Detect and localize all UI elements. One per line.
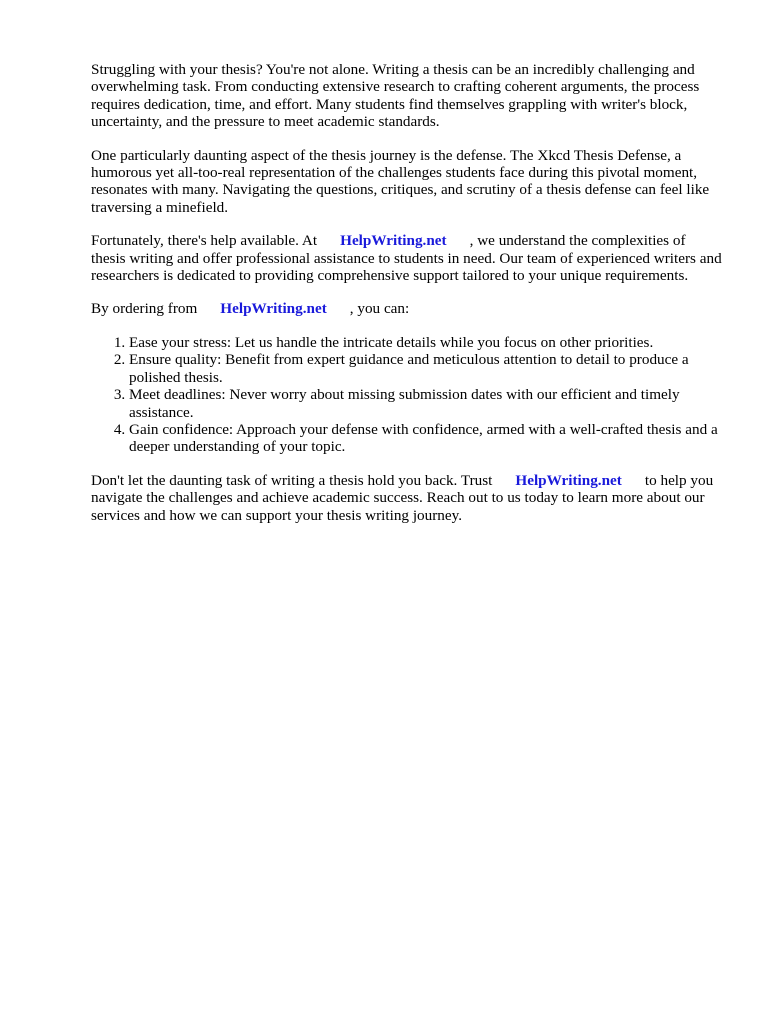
- helpwriting-link-3[interactable]: HelpWriting.net: [515, 471, 622, 489]
- paragraph-closing-lead: Don't let the daunting task of writing a thesis hold you back. Trust: [91, 471, 493, 489]
- list-item: 2. Ensure quality: Benefit from expert guidance and meticulous attention to detail to produce a polished thesis.: [129, 351, 723, 386]
- paragraph-intro: Struggling with your thesis? You're not alone. Writing a thesis can be an incredibly challenging and overwhelming task. From conducting extensive research to crafting coherent arguments, the process requires dedication, time, and effort. Many students find themselves grappling with writer's block, uncertainty, and the pressure to meet academic standards.: [91, 61, 700, 131]
- benefits-list: [91, 334, 723, 456]
- paragraph-help-rest: , we understand the complexities of thesis writing and offer professional assistance to students in need. Our team of experienced writers and researchers is dedicated to providing comprehensive support tailored to your unique requirements.: [91, 232, 722, 285]
- helpwriting-link-2[interactable]: HelpWriting.net: [220, 300, 327, 318]
- list-item: 4. Gain confidence: Approach your defense with confidence, armed with a well-crafted thesis and a deeper understanding of your topic.: [129, 421, 723, 456]
- paragraph-help-lead: Fortunately, there's help available. At: [91, 232, 318, 250]
- paragraph-help: [91, 232, 723, 284]
- helpwriting-link-1[interactable]: HelpWriting.net: [340, 232, 447, 250]
- paragraph-ordering-lead: By ordering from: [91, 300, 198, 318]
- paragraph-defense: One particularly daunting aspect of the thesis journey is the defense. The Xkcd Thesis Defense, a humorous yet all-too-real representation of the challenges students face during this pivotal moment, resonates with many. Navigating the questions, critiques, and scrutiny of a thesis defense can feel like traversing a minefield.: [91, 146, 710, 216]
- paragraph-closing: [91, 472, 723, 524]
- list-item: 3. Meet deadlines: Never worry about missing submission dates with our efficient and timely assistance.: [129, 386, 723, 421]
- paragraph-closing-rest: to help you navigate the challenges and achieve academic success. Reach out to us today to learn more about our services and how we can support your thesis writing journey.: [91, 471, 714, 524]
- document-body: [91, 61, 723, 540]
- paragraph-ordering: [91, 300, 723, 317]
- list-item: 1. Ease your stress: Let us handle the intricate details while you focus on other priorities.: [129, 334, 723, 351]
- paragraph-ordering-rest: , you can:: [349, 300, 410, 318]
